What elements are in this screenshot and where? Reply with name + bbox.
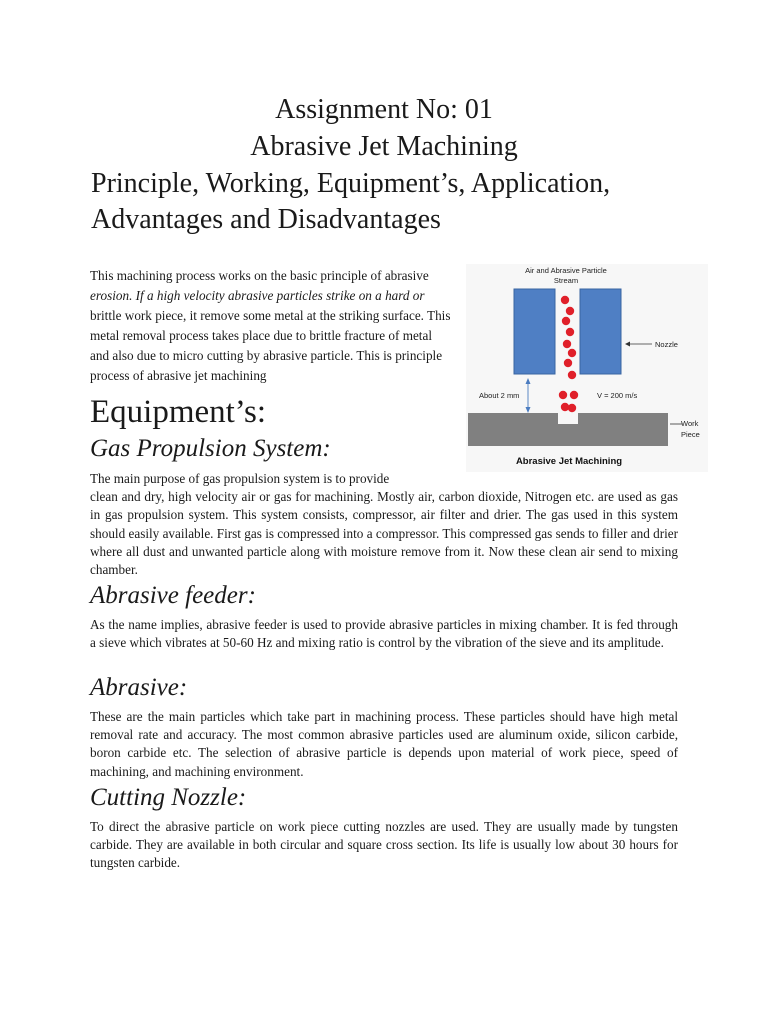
particle bbox=[562, 317, 570, 325]
particle bbox=[568, 349, 576, 357]
figure-caption: Abrasive Jet Machining bbox=[515, 456, 623, 467]
intro-text-1: This machining process works on the basic principle of abrasive bbox=[90, 268, 429, 283]
equipment-heading: Equipment’s: bbox=[90, 394, 266, 430]
particle bbox=[564, 359, 572, 367]
nozzle-label: Nozzle bbox=[655, 340, 678, 349]
nozzle-left-wall bbox=[514, 289, 555, 374]
diagram-svg bbox=[466, 264, 708, 472]
gas-propulsion-text: clean and dry, high velocity air or gas for machining. Mostly air, carbon dioxide, Nitrogen etc. are used as gas in gas propulsion system. This system consists, compressor, air filter and drier. The gas used in this system should easily available. First gas is compressed into a compressor. This compressed gas sends to filler and drier where all dust and unwanted particle along with moisture remove from it. Now these clean air send to mixing chamber. bbox=[90, 489, 678, 578]
particle bbox=[570, 391, 578, 399]
cutting-nozzle-paragraph: To direct the abrasive particle on work piece cutting nozzles are used. They are usually made by tungsten carbide. They are available in both circular and square cross section. Its life is usually low about 30 hours for tungsten carbide. bbox=[90, 819, 678, 871]
subtitle-line-2: Advantages and Disadvantages bbox=[91, 204, 441, 235]
particle bbox=[559, 391, 567, 399]
intro-text-2: brittle work piece, it remove some metal at the striking surface. This metal removal process takes place due to brittle fracture of metal and also due to micro cutting by abrasive particle. This is principle process of abrasive jet machining bbox=[90, 308, 451, 383]
particle bbox=[568, 371, 576, 379]
intro-paragraph bbox=[90, 266, 452, 386]
particle bbox=[566, 328, 574, 336]
nozzle-right-wall bbox=[580, 289, 621, 374]
work-label-2: Piece bbox=[681, 430, 700, 439]
abrasive-paragraph: These are the main particles which take part in machining process. These particles should have high metal removal rate and accuracy. The most common abrasive particles used are aluminum oxide, silicon carbide, boron carbide etc. The selection of abrasive particle is depends upon material of work piece, speed of machining, and machining environment. bbox=[90, 709, 678, 779]
particle bbox=[563, 340, 571, 348]
assignment-title: Assignment No: 01 bbox=[275, 94, 493, 125]
gas-propulsion-heading: Gas Propulsion System: bbox=[90, 435, 331, 462]
particle bbox=[568, 404, 576, 412]
gas-propulsion-first-line: The main purpose of gas propulsion system is to provide bbox=[90, 471, 390, 486]
abrasive-feeder-paragraph: As the name implies, abrasive feeder is used to provide abrasive particles in mixing chamber. It is fed through a sieve which vibrates at 50-60 Hz and mixing ratio is control by the vibration of the sieve and its amplitude. bbox=[90, 617, 678, 651]
velocity-label: V = 200 m/s bbox=[597, 391, 638, 400]
stream-label-1: Air and Abrasive Particle bbox=[525, 266, 607, 275]
cutting-nozzle-heading: Cutting Nozzle: bbox=[90, 784, 247, 811]
abrasive-jet-diagram bbox=[466, 264, 708, 472]
abrasive-heading: Abrasive: bbox=[90, 674, 188, 701]
gas-propulsion-paragraph bbox=[90, 470, 678, 579]
gap-label: About 2 mm bbox=[479, 391, 520, 400]
intro-text-italic: erosion. If a high velocity abrasive particles strike on a hard or bbox=[90, 288, 425, 303]
work-label-1: Work bbox=[681, 419, 699, 428]
subtitle-line-1: Principle, Working, Equipment’s, Application, bbox=[91, 168, 611, 199]
stream-label-2: Stream bbox=[553, 276, 579, 285]
particle bbox=[561, 296, 569, 304]
particle bbox=[566, 307, 574, 315]
abrasive-feeder-heading: Abrasive feeder: bbox=[90, 582, 256, 609]
topic-title: Abrasive Jet Machining bbox=[250, 131, 518, 162]
